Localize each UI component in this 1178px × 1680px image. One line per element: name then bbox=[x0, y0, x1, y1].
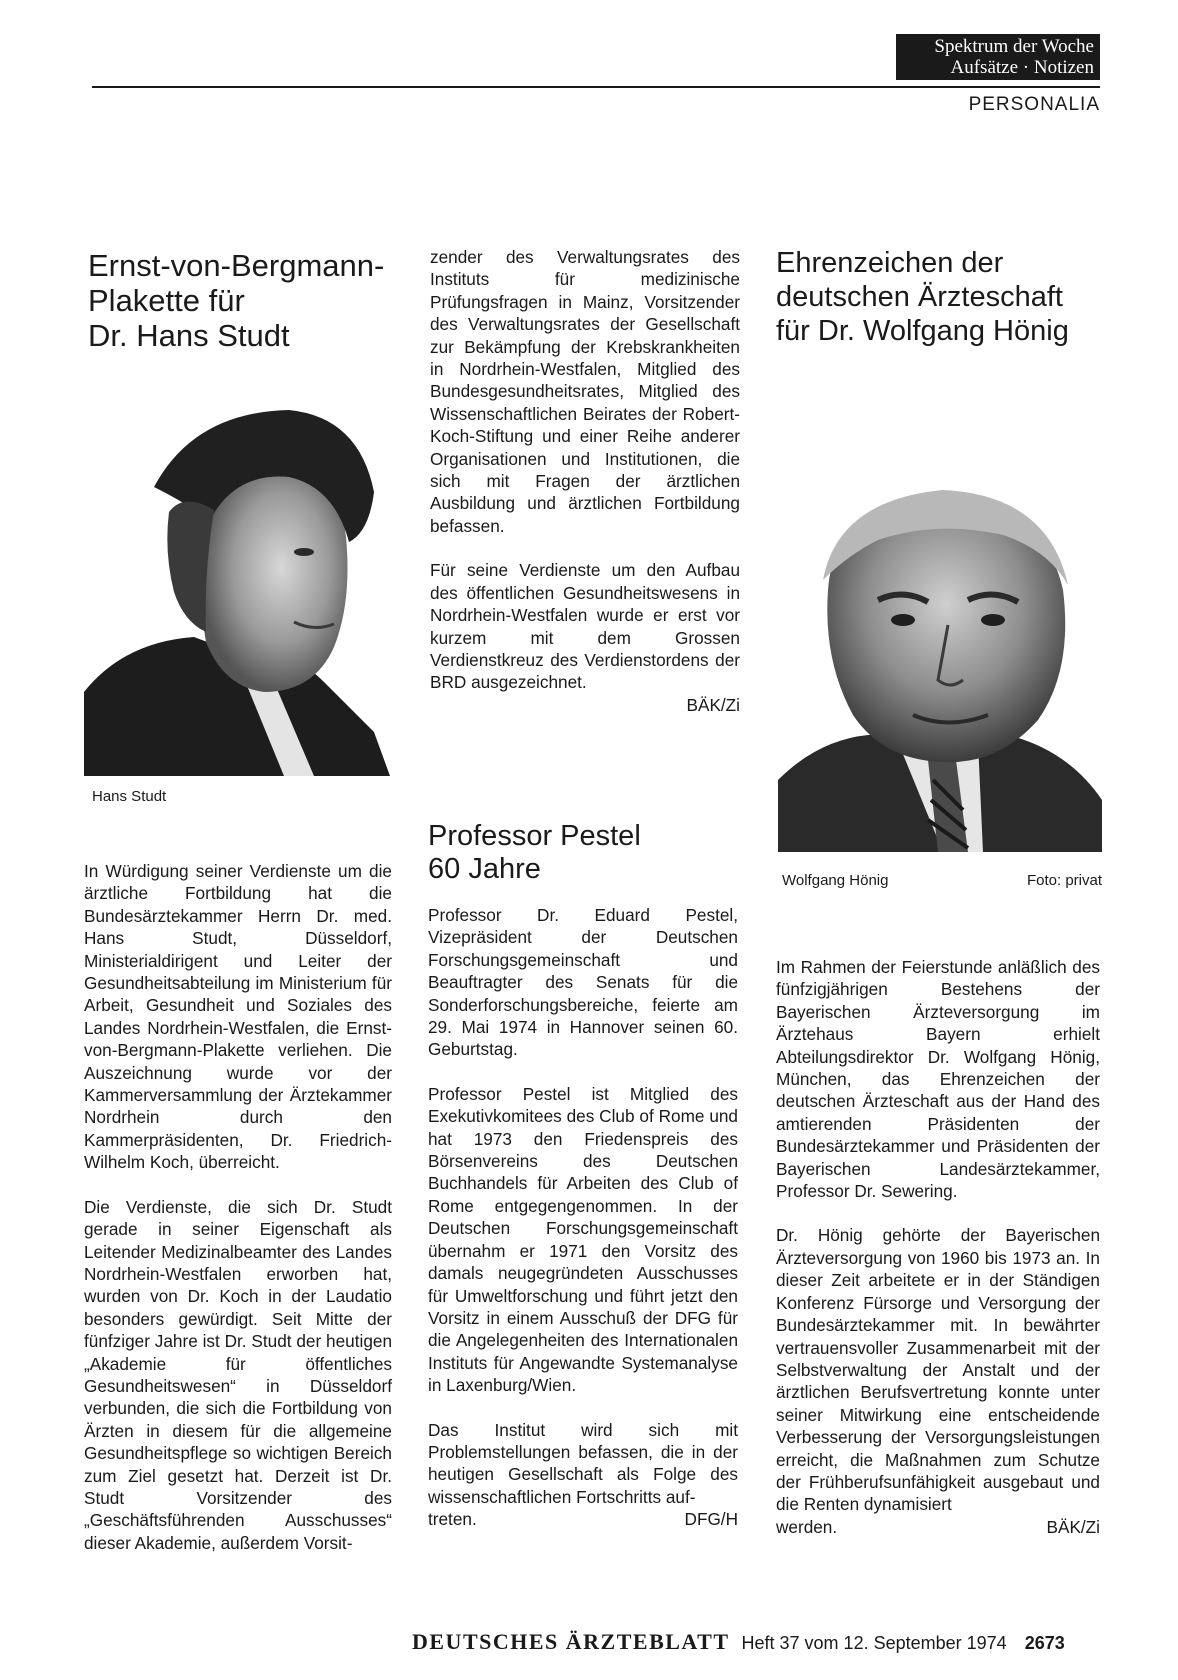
article2-paragraph: Professor Pestel ist Mitglied des Exekutivkomitees des Club of Rome und hat 1973 den Friedenspreis des Börsenvereins des Deutschen Buchhandels für Arbeiten des Club of Rome entgegengenommen. In der Deutschen Forschungsgemeinschaft übernahm er 1971 den Vorsitz des damals neugegründeten Ausschusses für Umweltforschung und führt jetzt den Vorsitz in einem Ausschuß der DFG für die Angelegenheiten des Internationalen Instituts für Angewandte Systemanalyse in Laxenburg/Wien. bbox=[428, 1083, 738, 1396]
article3-headline-line: deutschen Ärzteschaft bbox=[776, 281, 1063, 313]
article3-body bbox=[776, 956, 1100, 1538]
article2-paragraph: Professor Dr. Eduard Pestel, Vizepräsident der Deutschen Forschungsgemeinschaft und Beauftragter des Senats für die Sonderforschungsbereiche, feierte am 29. Mai 1974 in Hannover seinen 60. Geburtstag. bbox=[428, 905, 738, 1060]
article1-signature: BÄK/Zi bbox=[686, 694, 740, 715]
article3-last-line: werden. bbox=[776, 1516, 838, 1537]
article1-paragraph: In Würdigung seiner Verdienste um die ärztliche Fortbildung hat die Bundesärztekammer Herrn Dr. med. Hans Studt, Düsseldorf, Ministerialdirigent und Leiter der Gesundheitsabteilung im Ministerium für Arbeit, Gesundheit und Soziales des Landes Nordrhein-Westfalen, die Ernst-von-Bergmann-Plakette verliehen. Die Auszeichnung wurde vor der Kammerversammlung der Ärztekammer Nordrhein durch den Kammerpräsidenten, Dr. Friedrich-Wilhelm Koch, überreicht. bbox=[84, 861, 392, 1173]
article2-headline bbox=[428, 820, 641, 886]
article2-closing-line bbox=[428, 1508, 738, 1530]
article2-paragraph: Das Institut wird sich mit Problemstellungen befassen, die in der heutigen Gesellschaft als Folge des wissenschaftlichen Fortschritts auf- bbox=[428, 1419, 738, 1507]
article2-last-line: treten. bbox=[428, 1509, 477, 1530]
article2-headline-line: Professor Pestel bbox=[428, 820, 641, 852]
photo-caption-row bbox=[782, 872, 1102, 889]
article1-headline-line: Ernst-von-Bergmann- bbox=[88, 248, 385, 283]
journal-title: DEUTSCHES ÄRZTEBLATT bbox=[412, 1629, 730, 1654]
article1-paragraph: Für seine Verdienste um den Aufbau des öffentlichen Gesundheitswesens in Nordrhein-Westfalen wurde er erst vor kurzem mit dem Grossen Verdienstkreuz des Verdienstordens der BRD ausgezeichnet. bbox=[430, 560, 740, 693]
portrait-wolfgang-hoenig bbox=[778, 480, 1102, 852]
photo-credit: Foto: privat bbox=[1026, 872, 1102, 889]
article1-closing-line bbox=[430, 694, 740, 716]
page-footer bbox=[412, 1629, 1102, 1655]
section-label-line1: Spektrum der Woche bbox=[934, 36, 1094, 57]
article3-headline bbox=[776, 246, 1069, 348]
article3-headline-line: für Dr. Wolfgang Hönig bbox=[776, 315, 1069, 347]
article3-paragraph: Dr. Hönig gehörte der Bayerischen Ärzteversorgung von 1960 bis 1973 an. In dieser Zeit arbeitete er in der Ständigen Konferenz Fürsorge und Versorgung der Bundesärztekammer mit. In bewährter vertrauensvoller Zusammenarbeit mit der Selbstverwaltung der Anstalt und der ärztlichen Berufsvertretung konnte unter seiner Mitwirkung eine entscheidende Verbesserung der Versorgungsleistungen erreicht, die Maßnahmen zum Schutze der Frühberufsunfähigkeit ausgebaut und die Renten dynamisiert bbox=[776, 1225, 1100, 1515]
article1-paragraph: Die Verdienste, die sich Dr. Studt gerade in seiner Eigenschaft als Leitender Medizinalbeamter des Landes Nordrhein-Westfalen erworben hat, wurden von Dr. Koch in der Laudatio besonders gewürdigt. Seit Mitte der fünfziger Jahre ist Dr. Studt der heutigen „Akademie für öffentliches Gesundheitswesen“ in Düsseldorf verbunden, die sich die Fortbildung von Ärzten in diesem für die allgemeine Gesundheitspflege so wichtigen Bereich zum Ziel gesetzt hat. Derzeit ist Dr. Studt Vorsitzender des „Geschäftsführenden Ausschusses“ dieser Akademie, außerdem Vorsit- bbox=[84, 1196, 392, 1553]
article1-column2 bbox=[430, 246, 740, 716]
article1-column1 bbox=[84, 860, 392, 1554]
page-number: 2673 bbox=[1024, 1633, 1065, 1653]
portrait-hans-studt bbox=[84, 392, 390, 776]
photo-caption-wolfgang-hoenig: Wolfgang Hönig bbox=[782, 872, 889, 889]
article1-headline-line: Plakette für bbox=[88, 283, 245, 318]
article2-headline-line: 60 Jahre bbox=[428, 853, 541, 885]
photo-caption-hans-studt: Hans Studt bbox=[92, 788, 167, 805]
rubric: PERSONALIA bbox=[968, 94, 1100, 115]
portrait-wolfgang-hoenig-image bbox=[778, 480, 1102, 852]
article1-headline bbox=[88, 248, 384, 353]
section-label-line2: Aufsätze · Notizen bbox=[950, 57, 1094, 78]
article3-headline-line: Ehrenzeichen der bbox=[776, 247, 1004, 279]
article2-body bbox=[428, 904, 738, 1531]
article2-signature: DFG/H bbox=[684, 1509, 738, 1530]
article1-headline-line: Dr. Hans Studt bbox=[88, 318, 290, 353]
article3-closing-line bbox=[776, 1516, 1100, 1538]
article1-paragraph: zender des Verwaltungsrates des Instituts für medizinische Prüfungsfragen in Mainz, Vorsitzender des Verwaltungsrates der Gesellschaft zur Bekämpfung der Krebskrankheiten in Nordrhein-Westfalen, Mitglied des Bundesgesundheitsrates, Mitglied des Wissenschaftlichen Beirates der Robert-Koch-Stiftung und einer Reihe anderer Organisationen und Institutionen, die sich mit Fragen der ärztlichen Ausbildung und ärztlichen Fortbildung befassen. bbox=[430, 247, 740, 536]
article3-paragraph: Im Rahmen der Feierstunde anläßlich des fünfzigjährigen Bestehens der Bayerischen Ärzteversorgung im Ärztehaus Bayern erhielt Abteilungsdirektor Dr. Wolfgang Hönig, München, das Ehrenzeichen der deutschen Ärzteschaft aus der Hand des amtierenden Präsidenten der Bundesärztekammer und Präsidenten der Bayerischen Landesärztekammer, Professor Dr. Sewering. bbox=[776, 957, 1100, 1202]
article3-signature: BÄK/Zi bbox=[1046, 1516, 1100, 1537]
section-label bbox=[896, 34, 1100, 80]
header-rule bbox=[92, 86, 1100, 88]
issue-info: Heft 37 vom 12. September 1974 bbox=[741, 1633, 1007, 1653]
portrait-hans-studt-image bbox=[84, 392, 390, 776]
